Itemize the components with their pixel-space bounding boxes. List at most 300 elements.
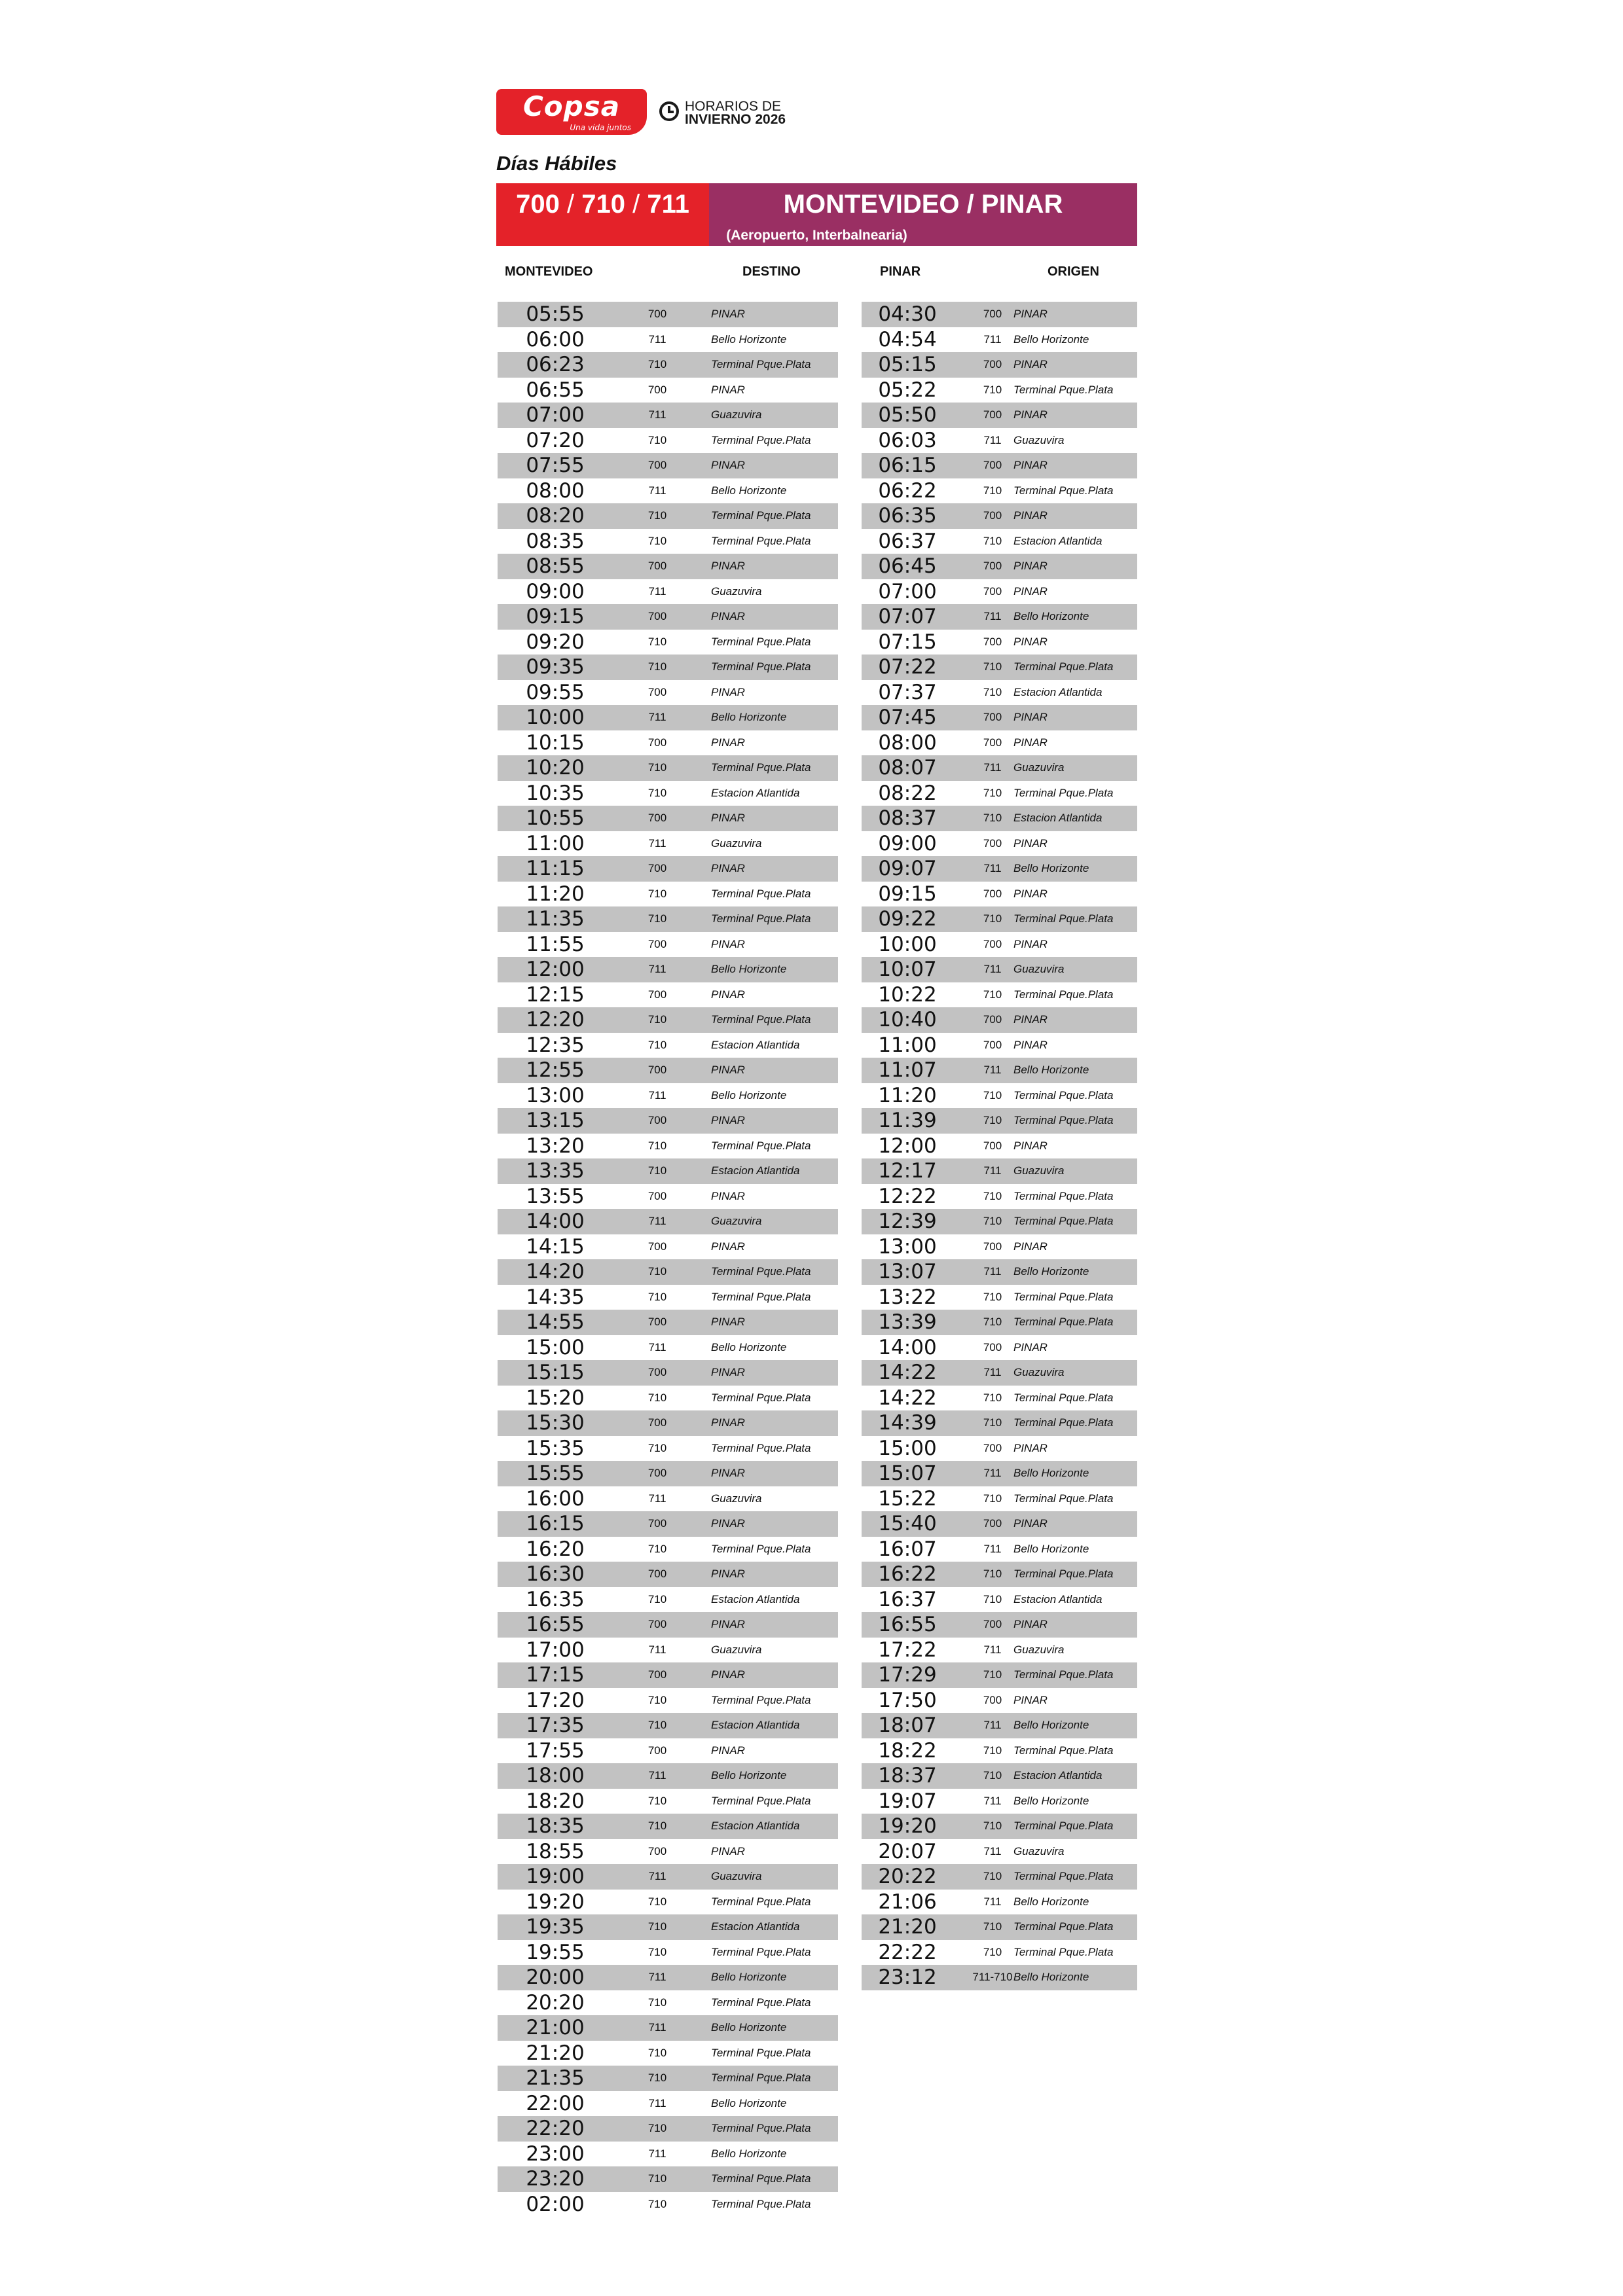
route-number: 710 bbox=[647, 1290, 667, 1303]
route-numbers-banner bbox=[496, 183, 709, 225]
departure-time: 10:35 bbox=[526, 781, 585, 805]
departure-time: 06:22 bbox=[878, 478, 937, 503]
departure-time: 14:20 bbox=[526, 1260, 585, 1283]
route-number: 711 bbox=[648, 1215, 666, 1227]
departure-time: 19:20 bbox=[878, 1814, 937, 1838]
table-row bbox=[498, 1864, 838, 1890]
departure-time: 13:00 bbox=[526, 1083, 585, 1107]
destination-name: PINAR bbox=[711, 1240, 745, 1253]
route-number: 710 bbox=[983, 786, 1002, 799]
route-number: 700 bbox=[983, 1441, 1002, 1454]
table-row bbox=[862, 1537, 1137, 1562]
destination-name: PINAR bbox=[1013, 509, 1048, 522]
route-number: 700 bbox=[983, 635, 1002, 648]
route-number: 710 bbox=[983, 1945, 1002, 1958]
table-row bbox=[498, 755, 838, 781]
table-row bbox=[498, 2091, 838, 2117]
departure-time: 11:00 bbox=[878, 1033, 937, 1057]
table-row bbox=[862, 906, 1137, 932]
departure-time: 17:00 bbox=[526, 1638, 585, 1662]
destination-name: PINAR bbox=[711, 937, 745, 950]
destination-name: Terminal Pque.Plata bbox=[1013, 1820, 1114, 1832]
table-row bbox=[862, 730, 1137, 756]
table-row bbox=[498, 2015, 838, 2041]
table-row bbox=[498, 831, 838, 857]
route-number: 700 bbox=[647, 736, 667, 749]
route-number: 710 bbox=[983, 1870, 1002, 1882]
destination-name: PINAR bbox=[711, 1744, 745, 1757]
destination-name: Terminal Pque.Plata bbox=[711, 2172, 811, 2185]
departure-time: 16:37 bbox=[878, 1587, 937, 1611]
route-number: 700 bbox=[647, 1517, 667, 1530]
table-row bbox=[862, 1864, 1137, 1890]
destination-name: PINAR bbox=[711, 1517, 745, 1530]
destination-name: PINAR bbox=[1013, 736, 1048, 749]
table-row bbox=[862, 781, 1137, 806]
departure-time: 06:15 bbox=[878, 454, 937, 477]
route-number: 710 bbox=[647, 761, 667, 774]
destination-name: Terminal Pque.Plata bbox=[711, 660, 811, 673]
route-number: 711 bbox=[983, 1844, 1002, 1857]
destination-name: Bello Horizonte bbox=[1013, 610, 1089, 622]
route-number: 700 bbox=[647, 1366, 667, 1378]
destination-name: Estacion Atlantida bbox=[1013, 685, 1103, 698]
destination-name: Terminal Pque.Plata bbox=[711, 1895, 811, 1908]
route-number: 710 bbox=[581, 190, 625, 219]
table-row bbox=[862, 705, 1137, 730]
route-number: 711 bbox=[648, 1870, 666, 1882]
departure-time: 19:00 bbox=[526, 1865, 585, 1888]
route-number: 710 bbox=[647, 786, 667, 799]
departure-time: 16:30 bbox=[526, 1562, 585, 1586]
route-number: 711 bbox=[983, 610, 1002, 622]
departure-time: 15:20 bbox=[526, 1386, 585, 1410]
destination-name: PINAR bbox=[1013, 1618, 1048, 1630]
destination-name: PINAR bbox=[1013, 635, 1048, 648]
table-row bbox=[498, 932, 838, 958]
table-row bbox=[862, 882, 1137, 907]
destination-name: Terminal Pque.Plata bbox=[711, 1013, 811, 1026]
table-row bbox=[862, 604, 1137, 630]
route-number: 710 bbox=[983, 1391, 1002, 1404]
route-number: 700 bbox=[983, 1693, 1002, 1706]
destination-name: PINAR bbox=[1013, 711, 1048, 723]
route-number: 710 bbox=[983, 383, 1002, 396]
route-number: 711 bbox=[983, 1064, 1002, 1076]
table-row bbox=[498, 1662, 838, 1688]
route-number: 711 bbox=[983, 1643, 1002, 1656]
route-number: 711 bbox=[648, 484, 666, 497]
brand-tagline: Una vida juntos bbox=[570, 123, 631, 132]
route-number: 700 bbox=[647, 459, 667, 471]
destination-name: Guazuvira bbox=[1013, 1844, 1065, 1857]
route-number: 711 bbox=[983, 963, 1002, 975]
destination-name: Bello Horizonte bbox=[1013, 862, 1089, 874]
table-row bbox=[862, 1562, 1137, 1587]
destination-name: PINAR bbox=[711, 988, 745, 1001]
destination-name: Terminal Pque.Plata bbox=[1013, 1114, 1114, 1126]
route-number: 710 bbox=[647, 1139, 667, 1152]
table-row bbox=[498, 1612, 838, 1638]
route-number: 700 bbox=[983, 1139, 1002, 1152]
route-number: 700 bbox=[647, 560, 667, 572]
departure-time: 15:35 bbox=[526, 1436, 585, 1460]
table-row bbox=[498, 1410, 838, 1436]
departure-time: 20:20 bbox=[526, 1990, 585, 2015]
destination-name: Terminal Pque.Plata bbox=[1013, 1290, 1114, 1303]
montevideo-departures-table bbox=[498, 302, 838, 2217]
destination-name: Terminal Pque.Plata bbox=[1013, 1568, 1114, 1580]
destination-name: Bello Horizonte bbox=[1013, 1895, 1089, 1908]
departure-time: 09:35 bbox=[526, 655, 585, 679]
departure-time: 12:35 bbox=[526, 1033, 585, 1057]
departure-time: 16:00 bbox=[526, 1486, 585, 1511]
table-row bbox=[862, 1083, 1137, 1109]
departure-time: 14:22 bbox=[878, 1361, 937, 1384]
destination-name: Bello Horizonte bbox=[711, 2021, 787, 2034]
destination-name: Guazuvira bbox=[711, 1492, 762, 1505]
departure-time: 19:55 bbox=[526, 1940, 585, 1964]
destination-name: Terminal Pque.Plata bbox=[1013, 988, 1114, 1001]
route-number: 710 bbox=[647, 912, 667, 925]
departure-time: 05:55 bbox=[526, 302, 585, 326]
departure-time: 04:30 bbox=[878, 302, 937, 326]
departure-time: 14:22 bbox=[878, 1386, 937, 1410]
departure-time: 09:20 bbox=[526, 630, 585, 654]
destination-name: Terminal Pque.Plata bbox=[711, 509, 811, 522]
table-row bbox=[862, 680, 1137, 706]
destination-name: PINAR bbox=[711, 1114, 745, 1126]
route-number: 700 bbox=[983, 308, 1002, 320]
route-number: 710 bbox=[647, 660, 667, 673]
route-number: 710 bbox=[983, 1316, 1002, 1328]
table-row bbox=[498, 1083, 838, 1109]
table-row bbox=[862, 1914, 1137, 1940]
departure-time: 11:39 bbox=[878, 1109, 937, 1132]
route-number: 711 bbox=[983, 1542, 1002, 1555]
pinar-departures-table bbox=[862, 302, 1137, 1990]
departure-time: 23:12 bbox=[878, 1965, 937, 1989]
departure-time: 06:00 bbox=[526, 327, 585, 351]
departure-time: 13:00 bbox=[878, 1234, 937, 1259]
destination-name: PINAR bbox=[711, 308, 745, 320]
departure-time: 17:29 bbox=[878, 1663, 937, 1687]
destination-name: PINAR bbox=[1013, 1240, 1048, 1253]
destination-name: Bello Horizonte bbox=[1013, 1794, 1089, 1807]
table-row bbox=[498, 906, 838, 932]
departure-time: 11:20 bbox=[878, 1083, 937, 1107]
departure-time: 06:37 bbox=[878, 529, 937, 553]
route-number: 700 bbox=[647, 1316, 667, 1328]
table-row bbox=[862, 1310, 1137, 1335]
destination-name: Terminal Pque.Plata bbox=[1013, 1189, 1114, 1202]
destination-name: Terminal Pque.Plata bbox=[1013, 912, 1114, 925]
departure-time: 16:07 bbox=[878, 1537, 937, 1561]
destination-name: Estacion Atlantida bbox=[1013, 812, 1103, 824]
route-number: 710 bbox=[647, 1038, 667, 1051]
departure-time: 08:22 bbox=[878, 781, 937, 805]
table-row bbox=[498, 2041, 838, 2066]
route-number: 700 bbox=[516, 190, 560, 219]
departure-time: 22:00 bbox=[526, 2091, 585, 2115]
table-row bbox=[498, 1914, 838, 1940]
departure-time: 13:55 bbox=[526, 1184, 585, 1208]
destination-name: PINAR bbox=[711, 610, 745, 622]
route-number: 710 bbox=[647, 2046, 667, 2059]
destination-name: PINAR bbox=[1013, 887, 1048, 900]
departure-time: 16:15 bbox=[526, 1512, 585, 1535]
route-number: 711 bbox=[648, 1769, 666, 1782]
departure-time: 08:35 bbox=[526, 529, 585, 553]
destination-name: Bello Horizonte bbox=[1013, 1971, 1089, 1983]
table-row bbox=[862, 1209, 1137, 1234]
route-number: 700 bbox=[647, 1114, 667, 1126]
destination-name: Terminal Pque.Plata bbox=[711, 1542, 811, 1555]
route-number: 710 bbox=[983, 1920, 1002, 1933]
table-row bbox=[862, 1688, 1137, 1713]
route-number: 711 bbox=[648, 711, 666, 723]
route-number: 711 bbox=[983, 862, 1002, 874]
route-number: 711 bbox=[983, 1895, 1002, 1908]
copsa-logo bbox=[496, 89, 647, 135]
destination-name: PINAR bbox=[1013, 836, 1048, 850]
route-number: 711 bbox=[983, 332, 1002, 346]
destination-name: Terminal Pque.Plata bbox=[711, 358, 811, 370]
departure-time: 17:15 bbox=[526, 1663, 585, 1687]
departure-time: 18:37 bbox=[878, 1764, 937, 1787]
route-number: 700 bbox=[647, 1416, 667, 1429]
departure-time: 10:20 bbox=[526, 756, 585, 780]
table-row bbox=[862, 1184, 1137, 1210]
route-number: 700 bbox=[647, 610, 667, 622]
departure-time: 07:22 bbox=[878, 655, 937, 679]
table-row bbox=[862, 1158, 1137, 1184]
column-header-origen: ORIGEN bbox=[1048, 264, 1099, 279]
table-row bbox=[498, 1587, 838, 1613]
table-row bbox=[498, 1562, 838, 1587]
route-number: 700 bbox=[983, 509, 1002, 522]
departure-time: 07:15 bbox=[878, 630, 937, 654]
departure-time: 07:55 bbox=[526, 454, 585, 477]
departure-time: 15:55 bbox=[526, 1462, 585, 1485]
route-number: 700 bbox=[647, 1844, 667, 1857]
departure-time: 14:39 bbox=[878, 1411, 937, 1435]
table-row bbox=[862, 1814, 1137, 1839]
table-row bbox=[862, 1259, 1137, 1285]
destination-name: PINAR bbox=[711, 383, 745, 396]
departure-time: 12:00 bbox=[526, 958, 585, 981]
table-row bbox=[862, 378, 1137, 403]
route-number: 710 bbox=[647, 1719, 667, 1731]
departure-time: 09:55 bbox=[526, 680, 585, 704]
table-row bbox=[498, 1360, 838, 1386]
destination-name: Terminal Pque.Plata bbox=[711, 2072, 811, 2084]
route-number: 700 bbox=[983, 887, 1002, 900]
table-row bbox=[498, 1184, 838, 1210]
table-row bbox=[862, 655, 1137, 680]
route-number: 700 bbox=[647, 937, 667, 950]
departure-time: 09:00 bbox=[878, 831, 937, 855]
route-number: 710 bbox=[647, 1693, 667, 1706]
departure-time: 08:37 bbox=[878, 806, 937, 830]
table-row bbox=[498, 1990, 838, 2016]
table-row bbox=[862, 1789, 1137, 1814]
route-number: 711 bbox=[983, 1164, 1002, 1177]
destination-name: PINAR bbox=[1013, 308, 1048, 320]
table-row bbox=[498, 1209, 838, 1234]
route-number: 711 bbox=[648, 408, 666, 421]
table-row bbox=[862, 1285, 1137, 1310]
departure-time: 15:00 bbox=[878, 1436, 937, 1460]
departure-time: 18:07 bbox=[878, 1713, 937, 1737]
departure-time: 11:35 bbox=[526, 907, 585, 931]
table-row bbox=[498, 982, 838, 1008]
table-row bbox=[862, 1486, 1137, 1512]
route-number: 710 bbox=[983, 1492, 1002, 1505]
table-row bbox=[862, 302, 1137, 327]
table-row bbox=[862, 630, 1137, 655]
table-row bbox=[498, 882, 838, 907]
table-row bbox=[498, 1713, 838, 1738]
table-row bbox=[498, 1335, 838, 1361]
route-number: 711 bbox=[648, 1971, 666, 1983]
table-row bbox=[862, 1763, 1137, 1789]
departure-time: 16:55 bbox=[526, 1613, 585, 1636]
route-number: 711 bbox=[648, 963, 666, 975]
table-row bbox=[498, 453, 838, 478]
table-row bbox=[862, 1839, 1137, 1865]
table-row bbox=[498, 503, 838, 529]
table-row bbox=[498, 1234, 838, 1260]
route-number: 710 bbox=[647, 1592, 667, 1605]
destination-name: PINAR bbox=[1013, 358, 1048, 370]
route-number: 711 bbox=[648, 2021, 666, 2034]
departure-time: 15:40 bbox=[878, 1512, 937, 1535]
destination-name: Guazuvira bbox=[1013, 761, 1065, 774]
destination-name: Guazuvira bbox=[1013, 433, 1065, 446]
departure-time: 09:07 bbox=[878, 857, 937, 880]
destination-name: Estacion Atlantida bbox=[711, 786, 800, 799]
table-row bbox=[498, 2066, 838, 2091]
table-row bbox=[862, 1638, 1137, 1663]
departure-time: 05:50 bbox=[878, 403, 937, 427]
destination-name: Estacion Atlantida bbox=[711, 1592, 800, 1605]
table-row bbox=[862, 503, 1137, 529]
column-header-destino: DESTINO bbox=[742, 264, 801, 279]
destination-name: Terminal Pque.Plata bbox=[1013, 1668, 1114, 1681]
route-number: 700 bbox=[983, 736, 1002, 749]
destination-name: Bello Horizonte bbox=[1013, 1064, 1089, 1076]
destination-name: Bello Horizonte bbox=[711, 332, 787, 346]
table-row bbox=[862, 806, 1137, 831]
route-number: 711-710 bbox=[972, 1971, 1013, 1983]
table-row bbox=[498, 705, 838, 730]
route-number: 700 bbox=[647, 1668, 667, 1681]
departure-time: 18:20 bbox=[526, 1789, 585, 1813]
departure-time: 14:55 bbox=[526, 1310, 585, 1334]
departure-time: 16:55 bbox=[878, 1613, 937, 1636]
destination-name: Guazuvira bbox=[1013, 1366, 1065, 1378]
destination-name: PINAR bbox=[711, 1668, 745, 1681]
table-row bbox=[498, 403, 838, 428]
route-number: 700 bbox=[983, 408, 1002, 421]
route-number: 700 bbox=[983, 358, 1002, 370]
departure-time: 17:35 bbox=[526, 1713, 585, 1737]
route-number: 710 bbox=[647, 2072, 667, 2084]
destination-name: Terminal Pque.Plata bbox=[711, 534, 811, 547]
destination-name: Terminal Pque.Plata bbox=[1013, 1920, 1114, 1933]
departure-time: 06:03 bbox=[878, 428, 937, 452]
route-number: 711 bbox=[648, 2147, 666, 2160]
route-number: 711 bbox=[983, 1794, 1002, 1807]
route-number: 710 bbox=[647, 1265, 667, 1278]
departure-time: 15:22 bbox=[878, 1486, 937, 1511]
destination-name: PINAR bbox=[1013, 408, 1048, 421]
route-number: 711 bbox=[983, 1366, 1002, 1378]
table-row bbox=[498, 1511, 838, 1537]
departure-time: 22:22 bbox=[878, 1940, 937, 1964]
route-number: 710 bbox=[983, 1769, 1002, 1782]
destination-name: PINAR bbox=[711, 1189, 745, 1202]
departure-time: 20:00 bbox=[526, 1965, 585, 1989]
departure-time: 15:30 bbox=[526, 1411, 585, 1435]
table-row bbox=[498, 2142, 838, 2167]
table-row bbox=[498, 806, 838, 831]
route-number: 710 bbox=[983, 1592, 1002, 1605]
route-number: 710 bbox=[983, 484, 1002, 497]
table-row bbox=[498, 1940, 838, 1965]
route-number: 710 bbox=[983, 1215, 1002, 1227]
destination-name: Bello Horizonte bbox=[1013, 1265, 1089, 1278]
departure-time: 12:17 bbox=[878, 1159, 937, 1183]
departure-time: 08:07 bbox=[878, 756, 937, 780]
route-number: 700 bbox=[983, 1340, 1002, 1354]
destination-name: Terminal Pque.Plata bbox=[1013, 1391, 1114, 1404]
route-number: 710 bbox=[647, 1013, 667, 1026]
table-row bbox=[498, 529, 838, 554]
route-number: 711 bbox=[983, 1719, 1002, 1731]
destination-name: PINAR bbox=[711, 685, 745, 698]
route-number: 700 bbox=[647, 1744, 667, 1757]
route-number: 710 bbox=[983, 1189, 1002, 1202]
destination-name: PINAR bbox=[1013, 1340, 1048, 1354]
departure-time: 07:00 bbox=[526, 403, 585, 427]
departure-time: 12:20 bbox=[526, 1008, 585, 1031]
route-number: 700 bbox=[983, 1517, 1002, 1530]
route-separator: / bbox=[632, 190, 640, 219]
departure-time: 18:35 bbox=[526, 1814, 585, 1838]
departure-time: 06:23 bbox=[526, 353, 585, 376]
brand-name: Copsa bbox=[522, 90, 621, 122]
destination-name: PINAR bbox=[1013, 560, 1048, 572]
destination-name: Terminal Pque.Plata bbox=[711, 1139, 811, 1152]
table-row bbox=[862, 957, 1137, 982]
route-separator: / bbox=[566, 190, 575, 219]
departure-time: 08:55 bbox=[526, 554, 585, 578]
table-row bbox=[498, 2166, 838, 2192]
route-number: 711 bbox=[983, 761, 1002, 774]
departure-time: 17:20 bbox=[526, 1688, 585, 1712]
route-number: 710 bbox=[647, 1895, 667, 1908]
destination-name: Bello Horizonte bbox=[1013, 332, 1089, 346]
table-row bbox=[498, 1386, 838, 1411]
route-number: 710 bbox=[983, 1668, 1002, 1681]
departure-time: 11:15 bbox=[526, 857, 585, 880]
destination-name: Bello Horizonte bbox=[711, 711, 787, 723]
route-number: 711 bbox=[648, 332, 666, 346]
destination-name: Guazuvira bbox=[1013, 1643, 1065, 1656]
day-type-title: Días Hábiles bbox=[496, 152, 617, 175]
